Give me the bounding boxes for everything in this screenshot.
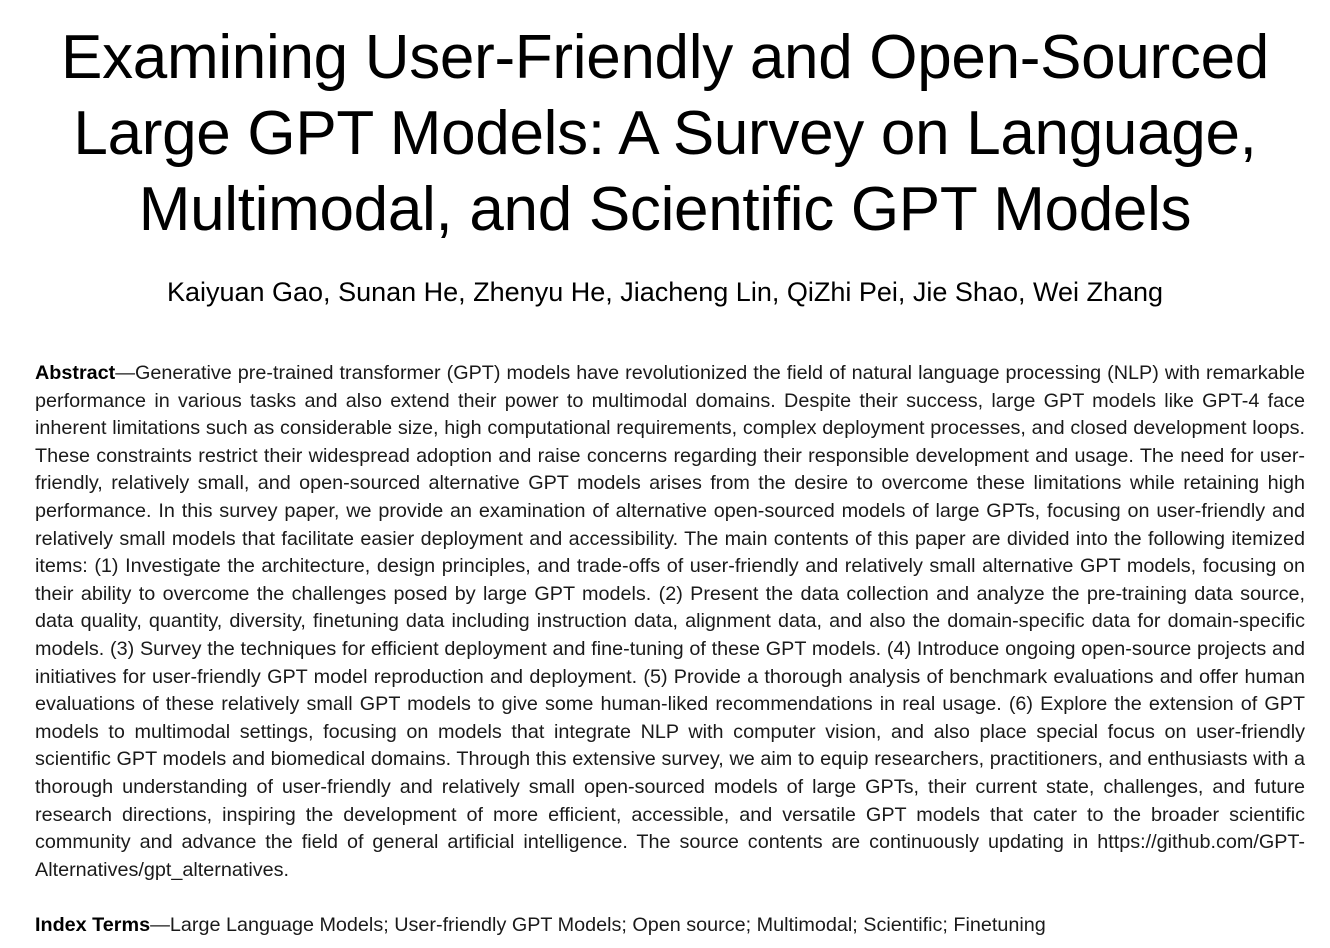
index-terms bbox=[35, 912, 1305, 939]
index-terms-dash: — bbox=[150, 914, 170, 936]
abstract-label: Abstract bbox=[35, 362, 116, 384]
index-terms-label: Index Terms bbox=[35, 914, 151, 936]
paper-title bbox=[20, 20, 1310, 248]
title-line: Multimodal, and Scientific GPT Models bbox=[138, 175, 1192, 244]
abstract-paragraph bbox=[35, 360, 1305, 884]
abstract-dash: — bbox=[115, 362, 136, 384]
author-list: Kaiyuan Gao, Sunan He, Zhenyu He, Jiacheng Lin, QiZhi Pei, Jie Shao, Wei Zhang bbox=[166, 277, 1164, 307]
title-line: Examining User-Friendly and Open-Sourced bbox=[61, 23, 1269, 92]
abstract-text: Generative pre-trained transformer (GPT) models have revolutionized the field of natural language processing (NLP) with remarkable performance in various tasks and also extend their power to multimodal domains. Despite their success, large GPT models like GPT-4 face inherent limitations such as considerable size, high computational requirements, complex deployment processes, and closed development loops. These constraints restrict their widespread adoption and raise concerns regarding their responsible development and usage. The need for user-friendly, relatively small, and open-sourced alternative GPT models arises from the desire to overcome these limitations while retaining high performance. In this survey paper, we provide an examination of alternative open-sourced models of large GPTs, focusing on user-friendly and relatively small models that facilitate easier deployment and accessibility. The main contents of this paper are divided into the following itemized items: (1) Investigate the architecture, design principles, and trade-offs of user-friendly and relatively small alternative GPT models, focusing on their ability to overcome the challenges posed by large GPT models. (2) Present the data collection and analyze the pre-training data source, data quality, quantity, diversity, finetuning data including instruction data, alignment data, and also the domain-specific data for domain-specific models. (3) Survey the techniques for efficient deployment and fine-tuning of these GPT models. (4) Introduce ongoing open-source projects and initiatives for user-friendly GPT model reproduction and deployment. (5) Provide a thorough analysis of benchmark evaluations and offer human evaluations of these relatively small GPT models to give some human-liked recommendations in real usage. (6) Explore the extension of GPT models to multimodal settings, focusing on models that integrate NLP with computer vision, and also place special focus on user-friendly scientific GPT models and biomedical domains. Through this extensive survey, we aim to equip researchers, practitioners, and enthusiasts with a thorough understanding of user-friendly and relatively small open-sourced models of large GPTs, their current state, challenges, and future research directions, inspiring the development of more efficient, accessible, and versatile GPT models that cater to the broader scientific community and advance the field of general artificial intelligence. The source contents are continuously updating in https://github.com/GPT-Alternatives/gpt_alternatives. bbox=[35, 362, 1305, 881]
index-terms-text: Large Language Models; User-friendly GPT Models; Open source; Multimodal; Scientific; Finetuning bbox=[169, 914, 1046, 936]
title-line: Large GPT Models: A Survey on Language, bbox=[73, 99, 1257, 168]
